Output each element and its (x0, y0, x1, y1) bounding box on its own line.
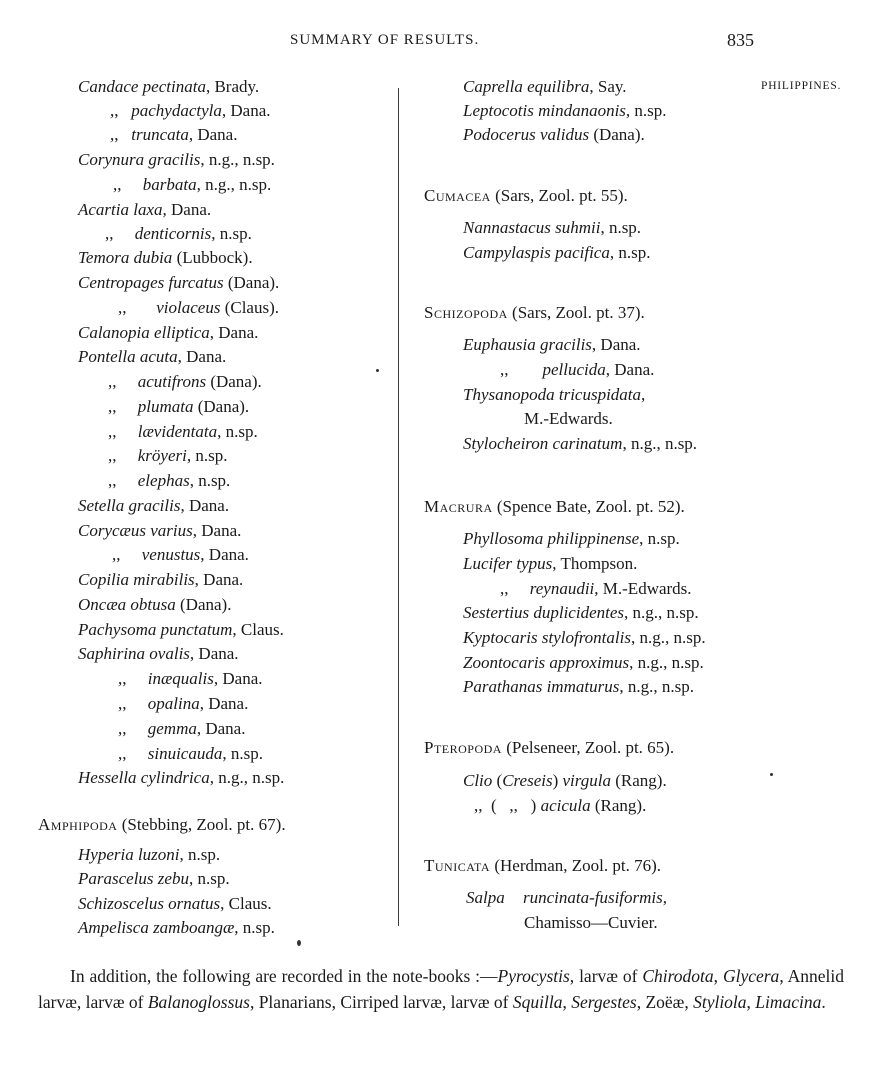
subgenus-name: Creseis (502, 771, 553, 790)
species-entry (500, 360, 654, 380)
species-name: pachydactyla (131, 101, 222, 120)
species-entry (463, 434, 697, 454)
running-head: SUMMARY OF RESULTS. (290, 32, 480, 48)
species-authority: (Lubbock). (172, 248, 253, 267)
species-name: barbata (142, 175, 197, 194)
species-authority: , Dana. (605, 360, 655, 379)
taxon-name: Styliola (693, 992, 747, 1012)
species-authority: Chamisso—Cuvier. (524, 913, 658, 932)
species-name: Salpa runcinata-fusiformis (466, 888, 663, 907)
species-name: Pachysoma punctatum (78, 620, 233, 639)
species-entry (118, 744, 263, 764)
species-name: Corynura gracilis (78, 150, 201, 169)
species-authority: , Dana. (591, 335, 641, 354)
margin-note-locality: PHILIPPINES. (761, 80, 842, 92)
ditto-mark: ,, (112, 545, 121, 564)
species-name: Centropages furcatus (78, 273, 224, 292)
paragraph-text: , Annelid larvæ, larvæ of (38, 966, 845, 1012)
species-entry (524, 409, 613, 429)
species-authority: , n.sp. (189, 471, 231, 490)
species-name: Phyllosoma philippinense (463, 529, 640, 548)
species-authority: (Claus). (220, 298, 279, 317)
species-name: plumata (137, 397, 194, 416)
ditto-mark: ,, (500, 360, 509, 379)
species-name: Parascelus zebu (78, 869, 189, 888)
ditto-mark: ,, (108, 471, 117, 490)
species-entry (110, 125, 237, 145)
species-authority: , Thompson. (552, 554, 638, 573)
species-name: Stylocheiron carinatum (463, 434, 623, 453)
species-name: Kyptocaris stylofrontalis (463, 628, 631, 647)
paragraph-text: , (713, 966, 723, 986)
ditto-mark: ,, (110, 125, 119, 144)
ditto-mark: ,, (108, 397, 117, 416)
species-entry (108, 471, 230, 491)
species-entry (524, 913, 658, 933)
paragraph-text: , Planarians, Cirriped larvæ, larvæ of (249, 992, 513, 1012)
species-name: Saphirina ovalis (78, 644, 190, 663)
section-heading-tunicata (424, 856, 661, 876)
species-authority: , Dana. (213, 669, 263, 688)
species-entry (105, 224, 252, 244)
species-name: Campylaspis pacifica (463, 243, 610, 262)
species-name: Copilia mirabilis (78, 570, 195, 589)
species-authority: , Dana. (221, 101, 271, 120)
species-authority: , Dana. (162, 200, 212, 219)
species-entry (78, 894, 272, 914)
species-entry (463, 335, 641, 355)
species-name: Oncæa obtusa (78, 595, 176, 614)
species-name: Parathanas immaturus (463, 677, 620, 696)
species-entry (110, 101, 271, 121)
ditto-mark: ,, (118, 744, 127, 763)
species-entry (463, 628, 706, 648)
species-authority: , n.sp. (234, 918, 275, 937)
group-name: Schizopoda (424, 303, 508, 322)
species-entry (463, 603, 699, 623)
print-speck (297, 940, 301, 946)
group-name: Amphipoda (38, 815, 118, 834)
species-name: pellucida (542, 360, 606, 379)
species-entry (108, 446, 227, 466)
print-speck (770, 773, 773, 776)
taxon-name: Chirodota (642, 966, 714, 986)
species-name: Clio (463, 771, 493, 790)
species-authority: , n.sp. (188, 869, 230, 888)
species-name: Lucifer typus (463, 554, 553, 573)
species-name: Thysanopoda tricuspidata (463, 385, 642, 404)
species-authority: , n.sp. (222, 744, 263, 763)
taxon-name: Squilla (512, 992, 563, 1012)
group-reference: (Spence Bate, Zool. pt. 52). (492, 497, 685, 516)
species-entry (463, 101, 667, 121)
species-entry: Clio (Creseis) virgula (Rang). (463, 771, 667, 790)
species-name: denticornis (134, 224, 212, 243)
species-entry (78, 521, 241, 541)
print-speck (376, 369, 379, 372)
species-authority: , n.g., n.sp. (619, 677, 694, 696)
species-name: Temora dubia (78, 248, 173, 267)
species-entry (78, 595, 231, 615)
species-authority: , n.sp. (179, 845, 221, 864)
species-authority: , Dana. (192, 521, 242, 540)
species-name: Leptocotis mindanaonis (463, 101, 626, 120)
species-authority: , M.-Edwards. (594, 579, 692, 598)
species-authority: , Claus. (220, 894, 272, 913)
ditto-mark: ,, (118, 694, 127, 713)
species-authority: , n.g., n.sp. (629, 653, 704, 672)
notebook-records-paragraph (38, 963, 844, 1015)
species-entry (78, 869, 230, 889)
species-entry (463, 677, 694, 697)
species-entry (463, 554, 637, 574)
species-entry (78, 644, 239, 664)
species-authority: , n.sp. (211, 224, 252, 243)
species-entry (466, 888, 667, 908)
species-name: reynaudii (529, 579, 595, 598)
ditto-mark: ,, (500, 579, 509, 598)
species-name: Calanopia elliptica (78, 323, 210, 342)
species-entry (78, 347, 226, 367)
species-entry (108, 397, 249, 417)
species-name: Corycæus varius (78, 521, 193, 540)
species-entry (463, 529, 680, 549)
species-entry (108, 372, 262, 392)
group-name: Macrura (424, 497, 493, 516)
species-authority: , n.sp. (609, 243, 651, 262)
species-name: Schizoscelus ornatus (78, 894, 221, 913)
species-entry (113, 175, 271, 195)
species-authority: (Dana). (206, 372, 262, 391)
species-authority: , Dana. (188, 125, 238, 144)
species-entry (118, 719, 245, 739)
species-authority: , n.g., n.sp. (624, 603, 699, 622)
species-entry (118, 298, 279, 318)
species-authority: , (641, 385, 646, 404)
species-name: kröyeri (137, 446, 187, 465)
species-authority: , n.g., n.sp. (196, 175, 272, 194)
species-entry (500, 579, 692, 599)
species-authority: , Dana. (177, 347, 227, 366)
species-authority: , (662, 888, 668, 907)
species-name: Pontella acuta (78, 347, 178, 366)
ditto-mark: ,, (118, 669, 127, 688)
species-name: Ampelisca zamboangæ (78, 918, 235, 937)
species-authority: , n.g., n.sp. (209, 768, 285, 787)
species-authority: , n.g., n.sp. (622, 434, 698, 453)
species-entry (78, 768, 284, 788)
paragraph-intro: In addition, the following are recorded in the note-books :— (70, 966, 498, 986)
species-authority: , n.sp. (186, 446, 228, 465)
species-entry (78, 200, 211, 220)
species-name: Hyperia luzoni (78, 845, 180, 864)
group-name: Cumacea (424, 186, 491, 205)
species-entry (78, 496, 229, 516)
ditto-mark: ,, (118, 719, 127, 738)
species-name: violaceus (156, 298, 221, 317)
species-name: opalina (147, 694, 200, 713)
taxon-name: Limacina (755, 992, 822, 1012)
section-heading-amphipoda (38, 815, 286, 835)
species-entry (78, 77, 259, 97)
species-entry (78, 323, 258, 343)
species-authority: (Rang). (611, 771, 667, 790)
species-name: truncata (131, 125, 189, 144)
paragraph-text: , Zoëæ, (636, 992, 694, 1012)
ditto-mark: ,, (105, 224, 114, 243)
species-entry (463, 125, 645, 145)
species-entry (78, 845, 220, 865)
species-name: Candace pectinata (78, 77, 206, 96)
species-authority: (Dana). (589, 125, 645, 144)
species-entry (118, 669, 263, 689)
ditto-mark: ,, (108, 372, 117, 391)
group-reference: (Pelseneer, Zool. pt. 65). (501, 738, 675, 757)
species-name: venustus (141, 545, 201, 564)
species-name: Hessella cylindrica (78, 768, 210, 787)
species-name: Caprella equilibra (463, 77, 590, 96)
species-entry: ,, ( ,, ) acicula (Rang). (474, 796, 647, 815)
species-authority: , Dana. (194, 570, 244, 589)
group-reference: (Sars, Zool. pt. 37). (507, 303, 645, 322)
species-authority: (Rang). (590, 796, 647, 815)
species-name: sinuicauda (147, 744, 223, 763)
species-name: gemma (147, 719, 197, 738)
group-reference: (Stebbing, Zool. pt. 67). (117, 815, 286, 834)
species-entry (112, 545, 249, 565)
species-entry (78, 918, 275, 938)
species-entry (78, 273, 279, 293)
species-authority: M.-Edwards. (524, 409, 613, 428)
taxon-name: Pyrocystis (497, 966, 570, 986)
ditto-mark: ,, (108, 446, 117, 465)
section-heading-cumacea (424, 186, 628, 206)
species-authority: , n.sp. (600, 218, 642, 237)
ditto-mark: ,, (108, 422, 117, 441)
species-authority: , n.g., n.sp. (630, 628, 706, 647)
species-authority: (Dana). (193, 397, 250, 416)
section-heading-pteropoda (424, 738, 674, 758)
species-entry (463, 653, 704, 673)
group-name: Pteropoda (424, 738, 502, 757)
species-authority: , n.sp. (639, 529, 680, 548)
page-number: 835 (727, 30, 754, 50)
species-entry (463, 243, 650, 263)
species-authority: , Claus. (232, 620, 284, 639)
species-entry (78, 570, 243, 590)
species-authority: , n.sp. (625, 101, 667, 120)
species-entry (118, 694, 248, 714)
species-authority: (Dana). (223, 273, 280, 292)
taxon-name: Glycera (722, 966, 780, 986)
species-name: Acartia laxa (78, 200, 163, 219)
paragraph-text: , (746, 992, 756, 1012)
ditto-mark: ,, (474, 796, 483, 815)
species-authority: , Brady. (205, 77, 260, 96)
column-divider (398, 88, 399, 926)
ditto-mark: ,, (110, 101, 119, 120)
section-heading-macrura (424, 497, 685, 517)
species-name: Zoontocaris approximus (463, 653, 630, 672)
species-authority: , Dana. (180, 496, 230, 515)
species-name: Euphausia gracilis (463, 335, 592, 354)
species-authority: , Dana. (209, 323, 259, 342)
group-reference: (Herdman, Zool. pt. 76). (490, 856, 661, 875)
ditto-mark: ,, (509, 796, 518, 815)
species-name: Nannastacus suhmii (463, 218, 601, 237)
species-name: Setella gracilis (78, 496, 181, 515)
species-entry (78, 248, 253, 268)
paragraph-text: , larvæ of (569, 966, 643, 986)
ditto-mark: ,, (113, 175, 122, 194)
taxon-name: Sergestes (571, 992, 637, 1012)
taxon-name: Balanoglossus (147, 992, 250, 1012)
species-authority: , Dana. (200, 545, 249, 564)
species-entry (78, 620, 284, 640)
species-authority: , n.sp. (217, 422, 258, 441)
species-epithet: virgula (562, 771, 611, 790)
species-authority: , Dana. (189, 644, 239, 663)
species-entry (463, 385, 645, 405)
species-name: Sestertius duplicidentes (463, 603, 625, 622)
species-authority: , Dana. (199, 694, 249, 713)
ditto-mark: ,, (118, 298, 127, 317)
species-authority: (Dana). (175, 595, 232, 614)
paragraph-text: , (562, 992, 572, 1012)
paragraph-text: . (821, 992, 826, 1012)
species-entry (463, 218, 641, 238)
species-authority: , Say. (589, 77, 627, 96)
species-name: inæqualis (147, 669, 214, 688)
species-name: elephas (137, 471, 190, 490)
species-entry (463, 77, 627, 97)
group-name: Tunicata (424, 856, 491, 875)
species-name: acutifrons (137, 372, 207, 391)
group-reference: (Sars, Zool. pt. 55). (490, 186, 628, 205)
species-name: Podocerus validus (463, 125, 590, 144)
species-epithet: acicula (540, 796, 591, 815)
species-authority: , Dana. (196, 719, 246, 738)
species-authority: , n.g., n.sp. (200, 150, 275, 169)
section-heading-schizopoda (424, 303, 645, 323)
species-name: lævidentata (137, 422, 218, 441)
species-entry (108, 422, 258, 442)
species-entry (78, 150, 275, 170)
